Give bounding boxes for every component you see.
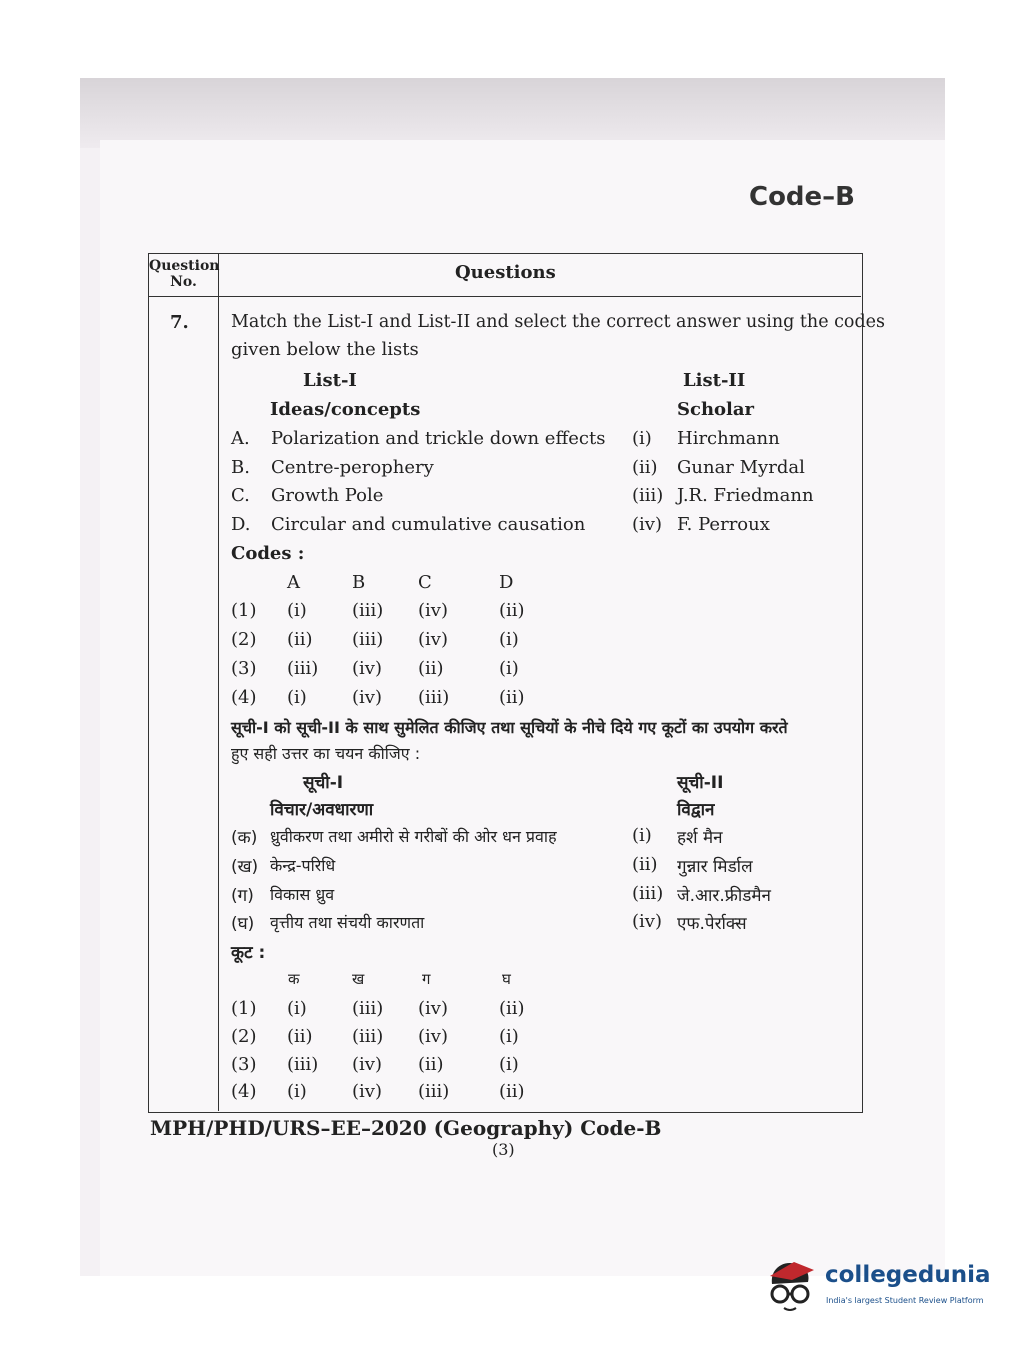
code-col-header-hi: ख [352, 970, 365, 988]
list1-item-text-hi: केन्द्र-परिधि [270, 856, 336, 875]
code-col-header-hi: क [288, 970, 300, 988]
code-value-hi: (i) [287, 998, 307, 1019]
code-option: (1) [231, 600, 257, 621]
code-value-hi: (i) [499, 1026, 519, 1047]
code-value-hi: (i) [499, 1054, 519, 1075]
list1-item-text-hi: विकास ध्रुव [270, 885, 335, 904]
collegedunia-mascot-icon [764, 1256, 820, 1316]
list2-item-scholar-hi: गुन्नार मिर्डाल [677, 857, 753, 877]
list2-item-scholar: Hirchmann [677, 428, 780, 449]
code-value: (iv) [352, 658, 382, 679]
code-value-hi: (iii) [418, 1081, 450, 1102]
code-value: (iii) [352, 629, 384, 650]
code-value: (i) [499, 658, 519, 679]
code-value-hi: (iv) [418, 1026, 448, 1047]
code-col-header-hi: घ [502, 970, 511, 988]
list1-item-text: Polarization and trickle down effects [271, 428, 606, 449]
list2-item-num-hi: (iii) [632, 883, 664, 904]
list2-subtitle-hi: विद्वान [677, 800, 715, 820]
list1-item-key-hi: (ख) [231, 857, 259, 877]
code-value: (ii) [418, 658, 444, 679]
paper-footer: MPH/PHD/URS–EE–2020 (Geography) Code-B [150, 1116, 662, 1140]
page-number: (3) [492, 1140, 515, 1159]
code-value-hi: (iii) [352, 998, 384, 1019]
list2-item-scholar-hi: हर्श मैन [677, 828, 723, 848]
code-col-header: B [352, 572, 366, 593]
code-value-hi: (iv) [352, 1081, 382, 1102]
code-value: (i) [287, 687, 307, 708]
question-stem-en-line1: Match the List-I and List-II and select the correct answer using the codes [231, 312, 885, 332]
code-value: (iii) [418, 687, 450, 708]
code-value-hi: (ii) [499, 1081, 525, 1102]
questions-header: Questions [455, 262, 556, 283]
code-option-hi: (4) [231, 1081, 257, 1102]
code-col-header: C [418, 572, 432, 593]
list2-subtitle-en: Scholar [677, 399, 755, 420]
qno-header-line2: No. [170, 274, 197, 290]
codes-label-en: Codes : [231, 543, 305, 564]
list2-item-num: (iii) [632, 485, 664, 506]
table-header-divider [148, 296, 861, 297]
list1-subtitle-hi: विचार/अवधारणा [270, 800, 374, 820]
scanned-page-top-edge [80, 78, 945, 148]
list2-item-num: (i) [632, 428, 652, 449]
list2-item-num-hi: (ii) [632, 854, 658, 875]
list1-item-text: Centre-perophery [271, 457, 434, 478]
list2-item-num-hi: (iv) [632, 911, 662, 932]
list1-item-key-hi: (क) [231, 828, 258, 848]
codes-label-hi: कूट : [231, 943, 266, 963]
list2-item-scholar-hi: जे.आर.फ्रीडमैन [677, 886, 771, 906]
list1-item-key: A. [231, 428, 250, 449]
code-col-header: A [287, 572, 300, 593]
list1-item-key-hi: (घ) [231, 914, 255, 934]
list1-subtitle-en: Ideas/concepts [270, 399, 421, 420]
code-option-hi: (1) [231, 998, 257, 1019]
code-value: (iii) [287, 658, 319, 679]
list1-title-hi: सूची-I [303, 773, 344, 793]
paper-code-heading: Code–B [748, 182, 855, 212]
code-col-header: D [499, 572, 514, 593]
code-value: (ii) [287, 629, 313, 650]
list2-title-en: List-II [683, 370, 746, 391]
code-value: (i) [499, 629, 519, 650]
list1-item-text: Growth Pole [271, 485, 384, 506]
list2-item-scholar: F. Perroux [677, 514, 770, 535]
list1-title-en: List-I [303, 370, 357, 391]
list2-item-num: (iv) [632, 514, 662, 535]
collegedunia-watermark [762, 1256, 992, 1316]
code-value-hi: (ii) [418, 1054, 444, 1075]
list2-item-scholar: J.R. Friedmann [677, 485, 814, 506]
code-option-hi: (2) [231, 1026, 257, 1047]
code-value-hi: (iii) [352, 1026, 384, 1047]
list2-item-num-hi: (i) [632, 825, 652, 846]
brand-tagline: India's largest Student Review Platform [826, 1296, 984, 1305]
code-value-hi: (iv) [418, 998, 448, 1019]
list1-item-text-hi: वृत्तीय तथा संचयी कारणता [270, 913, 425, 932]
list2-item-scholar: Gunar Myrdal [677, 457, 805, 478]
question-stem-hi-line1: सूची-I को सूची-II के साथ सुमेलित कीजिए तथा सूचियों के नीचे दिये गए कूटों का उपयोग करते [231, 718, 788, 737]
table-column-divider [218, 253, 219, 1111]
code-value-hi: (iii) [287, 1054, 319, 1075]
code-value: (i) [287, 600, 307, 621]
question-number-header [149, 258, 218, 290]
list1-item-text-hi: ध्रुवीकरण तथा अमीरो से गरीबों की ओर धन प्रवाह [270, 827, 557, 846]
question-number: 7. [170, 312, 189, 333]
code-option-hi: (3) [231, 1054, 257, 1075]
question-stem-hi-line2: हुए सही उत्तर का चयन कीजिए : [231, 744, 421, 763]
code-option: (4) [231, 687, 257, 708]
list1-item-key: D. [231, 514, 251, 535]
list1-item-key-hi: (ग) [231, 886, 254, 906]
code-value: (iv) [418, 600, 448, 621]
code-col-header-hi: ग [422, 970, 431, 988]
code-value-hi: (i) [287, 1081, 307, 1102]
list1-item-text: Circular and cumulative causation [271, 514, 586, 535]
code-value: (iv) [352, 687, 382, 708]
brand-name: collegedunia [825, 1262, 991, 1288]
code-value: (ii) [499, 687, 525, 708]
code-value-hi: (ii) [287, 1026, 313, 1047]
list1-item-key: B. [231, 457, 250, 478]
code-option: (3) [231, 658, 257, 679]
list2-item-scholar-hi: एफ.पेर्राक्स [677, 914, 747, 934]
code-value-hi: (ii) [499, 998, 525, 1019]
code-value: (iv) [418, 629, 448, 650]
code-option: (2) [231, 629, 257, 650]
question-stem-en-line2: given below the lists [231, 339, 419, 360]
list1-item-key: C. [231, 485, 250, 506]
list2-title-hi: सूची-II [677, 773, 724, 793]
qno-header-line1: Question [149, 258, 220, 274]
code-value-hi: (iv) [352, 1054, 382, 1075]
list2-item-num: (ii) [632, 457, 658, 478]
code-value: (iii) [352, 600, 384, 621]
code-value: (ii) [499, 600, 525, 621]
